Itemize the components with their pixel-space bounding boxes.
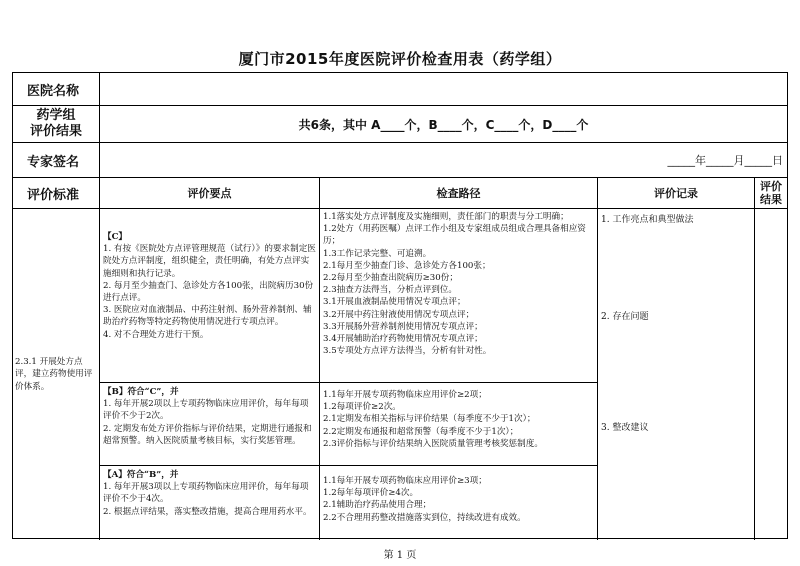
- points-divider-2: [100, 465, 319, 466]
- record-suggestions: 3. 整改建议: [601, 423, 649, 433]
- evaluation-table: [12, 72, 788, 539]
- result-summary-field[interactable]: 共6条，其中 A____个，B____个，C____个，D____个: [298, 117, 589, 132]
- expert-signature-field[interactable]: [100, 143, 787, 177]
- date-text: _____年_____月_____日: [667, 154, 783, 167]
- record-problems: 2. 存在问题: [601, 312, 649, 322]
- points-block-a: 【A】符合“B”，并 1. 每年开展3项以上专项药物临床应用评价，每年每项评价不少于4次。 2. 根据点评结果，落实整改措施，提高合理用药水平。: [103, 470, 312, 517]
- header-standard: 评价标准: [13, 178, 100, 208]
- page-title: 厦门市2015年度医院评价检查用表（药学组）: [238, 50, 562, 68]
- path-block-c: 1.1落实处方点评制度及实施细则，责任部门的职责与分工明确； 1.2处方（用药医嘱）点评工作小组及专家组成员组成合理具备相应资历； 1.3工作记录完整、可追溯。 2.1每月至少抽查门诊、急诊处方各100张； 2.2每月至少抽查出院病历≥30份； 2.3抽查方法得当，分析点评到位。 3.1开展血液制品使用情况专项点评； 3.2开展中药注射液使用情况专项点评； 3.3开展肠外营养制剂使用情况专项点评； 3.4开展辅助治疗药物使用情况专项点评； 3.5专项处方点评方法得当，分析有针对性。: [323, 212, 586, 357]
- points-column: [100, 209, 320, 540]
- path-divider-1: [320, 382, 597, 383]
- hospital-name-row: [13, 73, 787, 106]
- record-highlights: 1. 工作亮点和典型做法: [601, 215, 694, 225]
- result-row: [13, 106, 787, 143]
- points-block-b: 【B】符合“C”，并 1. 每年开展2项以上专项药物临床应用评价，每年每项评价不少于2次。 2. 定期发布处方评价指标与评价结果，定期进行通报和超常预警。纳入医院质量考核目标，实行奖惩管理。: [103, 387, 312, 446]
- hospital-name-label: 医院名称: [13, 73, 100, 105]
- page-number: 第 1 页: [383, 550, 417, 561]
- path-block-a: 1.1每年开展专项药物临床应用评价≥3项； 1.2每年每项评价≥4次。 2.1辅助治疗药品使用合理； 2.2不合理用药整改措施落实到位，持续改进有成效。: [323, 476, 526, 523]
- record-column[interactable]: [598, 209, 755, 540]
- path-block-b: 1.1每年开展专项药物临床应用评价≥2项； 1.2每项评价≥2次。 2.1定期发布相关指标与评价结果（每季度不少于1次）； 2.2定期发布通报和超常预警（每季度不少于1次）； 2.3评价指标与评价结果纳入医院质量管理考核奖惩制度。: [323, 390, 543, 449]
- standard-cell: 2.3.1 开展处方点评，建立药物使用评价体系。: [13, 209, 100, 540]
- path-divider-2: [320, 465, 597, 466]
- header-row: [13, 178, 787, 209]
- header-path: 检查路径: [320, 178, 598, 208]
- points-divider-1: [100, 382, 319, 383]
- expert-label: 专家签名: [13, 143, 100, 177]
- points-block-c: 【C】 1. 有按《医院处方点评管理规范（试行）》的要求制定医院处方点评制度，组织健全，责任明确，有处方点评实施细则和执行记录。 2. 每月至少抽查门、急诊处方各100张，出院病历30份进行点评。 3. 医院应对血液制品、中药注射剂、肠外营养制剂、辅助治疗药物等特定药物使用情况进行专项点评。 4. 对不合理处方进行干预。: [103, 232, 316, 340]
- result-column[interactable]: [755, 209, 787, 540]
- result-label: 药学组 评价结果: [13, 106, 100, 142]
- content-row: [13, 209, 787, 540]
- header-points: 评价要点: [100, 178, 320, 208]
- path-column: [320, 209, 598, 540]
- header-record: 评价记录: [598, 178, 755, 208]
- header-result: 评价 结果: [760, 180, 782, 206]
- hospital-name-field[interactable]: [100, 73, 787, 105]
- expert-row: [13, 143, 787, 178]
